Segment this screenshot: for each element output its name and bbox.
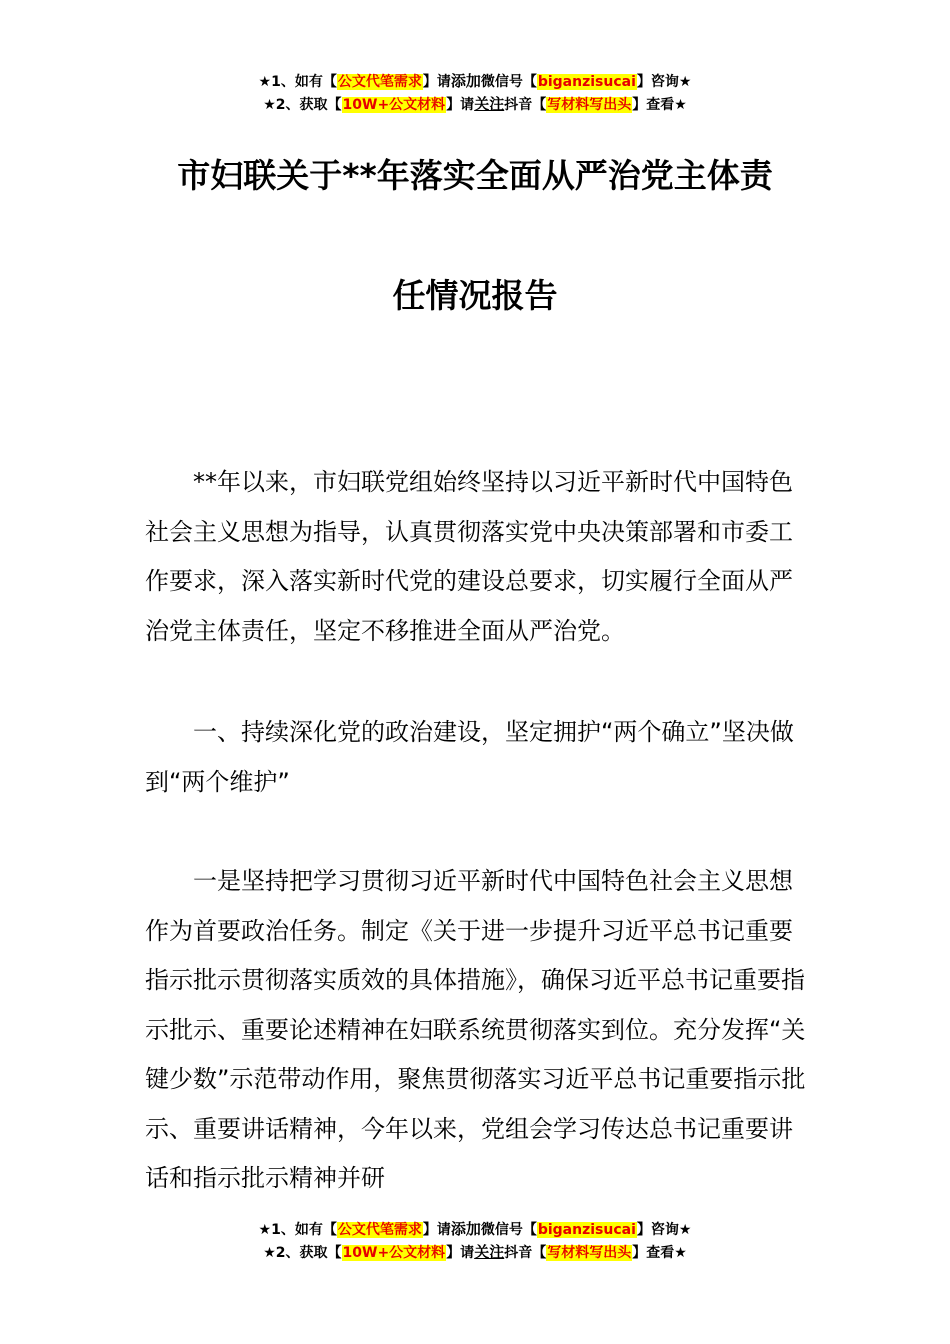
promo-line-2: ★2、获取【10W+公文材料】请关注抖音【写材料写出头】查看★ bbox=[263, 1243, 687, 1261]
section-heading-1: 一、持续深化党的政治建设，坚定拥护“两个确立”坚决做到“两个维护” bbox=[145, 718, 794, 796]
promo-highlight: biganzisucai bbox=[537, 74, 636, 90]
promo-highlight: 10W+公文材料 bbox=[342, 1245, 446, 1261]
promo-banner-top bbox=[0, 70, 950, 116]
promo-line-1: ★1、如有【公文代笔需求】请添加微信号【biganzisucai】咨询★ bbox=[258, 72, 692, 90]
promo-highlight: 公文代笔需求 bbox=[337, 1222, 422, 1238]
document-title-line-1: 市妇联关于**年落实全面从严治党主体责 bbox=[177, 156, 773, 195]
promo-highlight: 公文代笔需求 bbox=[337, 74, 422, 90]
promo-line-1: ★1、如有【公文代笔需求】请添加微信号【biganzisucai】咨询★ bbox=[258, 1220, 692, 1238]
promo-banner-bottom bbox=[0, 1218, 950, 1264]
body-paragraph-2: 一是坚持把学习贯彻习近平新时代中国特色社会主义思想作为首要政治任务。制定《关于进一步提升习近平总书记重要指示批示贯彻落实质效的具体措施》，确保习近平总书记重要指示批示、重要论述精神在妇联系统贯彻落实到位。充分发挥“关键少数”示范带动作用，聚焦贯彻落实习近平总书记重要指示批示、重要讲话精神，今年以来，党组会学习传达总书记重要讲话和指示批示精神并研 bbox=[145, 867, 806, 1192]
promo-highlight: 10W+公文材料 bbox=[342, 97, 446, 113]
promo-line-2: ★2、获取【10W+公文材料】请关注抖音【写材料写出头】查看★ bbox=[263, 95, 687, 113]
document-title-line-2: 任情况报告 bbox=[392, 276, 558, 315]
body-paragraph-1: **年以来，市妇联党组始终坚持以习近平新时代中国特色社会主义思想为指导，认真贯彻落实党中央决策部署和市委工作要求，深入落实新时代党的建设总要求，切实履行全面从严治党主体责任，坚定不移推进全面从严治党。 bbox=[145, 468, 793, 645]
promo-highlight: biganzisucai bbox=[537, 1222, 636, 1238]
promo-highlight: 写材料写出头 bbox=[547, 1245, 632, 1261]
promo-highlight: 写材料写出头 bbox=[547, 97, 632, 113]
